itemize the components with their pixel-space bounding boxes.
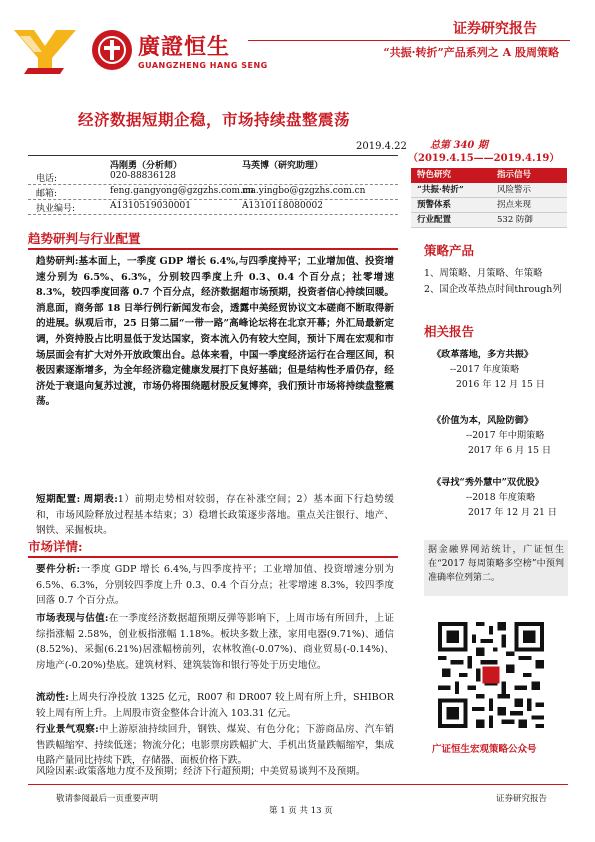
table-row: 预警体系 拐点来现 xyxy=(411,198,567,213)
author-row: 邮箱: feng.gangyong@gzgzhs.com.cn ma.yingbo@gzgzhs.com.cn xyxy=(36,186,366,199)
page-title: 经济数据短期企稳，市场持续盘整震荡 xyxy=(78,110,351,129)
market-paragraph-liquidity: 流动性:上周央行净投放 1325 亿元，R007 和 DR007 较上周有所上升，SHIBOR 较上周有所上升。上周股市资金整体合计流入 103.31 亿元。 xyxy=(36,692,394,719)
signal-table-header: 特色研究 指示信号 xyxy=(411,168,567,183)
accuracy-note: 据金融界网站统计，广证恒生在“2017 每周策略多空榜”中预判准确率位列第二。 xyxy=(424,540,568,596)
assistant-email-link[interactable]: ma.yingbo@gzgzhs.com.cn xyxy=(242,186,366,196)
section-divider xyxy=(28,556,398,558)
market-paragraph-industry: 行业景气观察:中上游原油持续回升，钢铁、煤炭、有色分化；下游商品房、汽车销售跌幅缩窄、持续低迷；物流分化；电影票房跌幅扩大、手机出货量跌幅缩窄，集成电路产量同比持续下跌，存储器、面板价格下跌。 xyxy=(36,724,395,767)
company-logo xyxy=(14,28,268,82)
report-series: “共振·转折”产品系列之 A 股周策略 xyxy=(383,46,559,59)
footer-disclaimer-link[interactable]: 敬请参阅最后一页重要声明 xyxy=(56,794,159,804)
title-divider xyxy=(28,155,398,156)
related-report-title: 《价值为本，风险防御》 xyxy=(432,415,534,426)
section-title-related: 相关报告 xyxy=(424,324,475,339)
page-number: 第 1 页 共 13 页 xyxy=(269,806,333,816)
qr-code-icon[interactable] xyxy=(438,622,544,728)
issue-number: 总第 340 期 xyxy=(430,140,488,151)
footer-divider xyxy=(28,784,568,785)
table-row: 行业配置 532 防御 xyxy=(411,213,567,228)
market-paragraph-fundamentals: 要件分析:一季度 GDP 增长 6.4%,与四季度持平；工业增加值、投资增速分别为 6.5%、6.3%，分别较四季度上升 0.3、0.4 个百分点；社零增速 8.3%，较四季度回落 0.7 个百分点。 xyxy=(36,564,394,607)
section-title-market: 市场详情: xyxy=(28,539,83,554)
section-divider xyxy=(28,248,398,250)
related-report[interactable]: 《寻找“秀外慧中”双优股》 --2018 年度策略 2017 年 12 月 21 日 xyxy=(432,477,557,518)
section-title-trend: 趋势研判与行业配置 xyxy=(28,231,141,246)
table-row: “共振·转折” 风险警示 xyxy=(411,183,567,198)
brand-name-en: GUANGZHENG HANG SENG xyxy=(138,61,268,70)
related-report[interactable]: 《价值为本，风险防御》 --2017 年中期策略 2017 年 6 月 15 日 xyxy=(432,415,552,456)
report-date: 2019.4.22 xyxy=(356,141,407,152)
author-row: 执业编号: A1310519030001 A1310118080002 xyxy=(36,201,323,214)
market-paragraph-performance: 市场表现与估值:在一季度经济数据超预期反弹等影响下，上周市场有所回升，上证综指涨幅 2.58%，创业板指涨幅 1.18%。板块多数上涨，家用电器(9.71%)、通信(8.52%)、采掘(6.21%)居涨幅榜前列，农林牧渔(-0.07%)、商业贸易(-0.14%)、房地产(-0.20%)垫底。建筑材料、建筑装饰和银行等处于历史地位。 xyxy=(36,613,394,671)
trend-paragraph: 趋势研判:基本面上，一季度 GDP 增长 6.4%,与四季度持平；工业增加值、投资增速分别为 6.5%、6.3%，分别较四季度上升 0.3、0.4 个百分点；社零增速 8.3%，较四季度回落 0.7 个百分点，经济数据超市场预期，投资者信心持续回暖。消息面，商务部 18 日举行例行新闻发布会，透露中美经贸协议文本磋商不断取得新的进展。纵观后市，25 日第二届“一带一路”高峰论坛将在北京开幕；外汇局最新定调，外资持股占比明显低于发达国家，资本流入仍有较大空间，预计下周在宏观和市场层面会有扩大对外开放政策出台。总体来看，中国一季度经济运行在合理区间，积极因素逐渐增多，为全年经济稳定健康发展打下良好基础；但是结构性矛盾仍存，经济处于衰退向复苏过渡，市场仍将围绕题材股反复博弈，我们预计市场将持续盘整震荡。 xyxy=(36,256,394,408)
list-item: 2、国企改革热点时间through列 xyxy=(424,284,562,295)
brand-name-cn: 廣證恒生 xyxy=(138,34,231,60)
author-row: 电话: 020-88836128 xyxy=(36,171,177,184)
product-list xyxy=(424,266,562,298)
assistant-name: 马英博（研究助理） xyxy=(242,161,324,171)
list-item: 1、周策略、月策略、年策略 xyxy=(424,268,543,279)
header-divider xyxy=(248,40,570,41)
report-type: 证券研究报告 xyxy=(453,21,537,37)
seal-icon xyxy=(92,30,132,70)
related-report-title: 《寻找“秀外慧中”双优股》 xyxy=(432,477,544,488)
wechat-account-label: 广证恒生宏观策略公众号 xyxy=(432,744,537,755)
author-names-row xyxy=(28,158,398,171)
issue-date-range: （2019.4.15——2019.4.19） xyxy=(408,153,560,164)
related-report-title: 《政革落地，多方共振》 xyxy=(432,349,534,360)
market-paragraph-risk: 风险因素:政策落地力度不及预期；经济下行超预期；中美贸易谈判不及预期。 xyxy=(36,766,366,777)
analyst-email-link[interactable]: feng.gangyong@gzgzhs.com.cn xyxy=(110,186,254,196)
section-title-products: 策略产品 xyxy=(424,243,475,258)
related-report[interactable]: 《政革落地，多方共振》 --2017 年度策略 2016 年 12 月 15 日 xyxy=(432,349,545,390)
author-table xyxy=(28,158,398,216)
config-paragraph: 短期配置: 周期表:1）前期走势相对较弱，存在补涨空间；2）基本面下行趋势缓和，市场风险释放过程基本结束；3）稳增长政策逐步落地。重点关注银行、地产、钢铁、采掘板块。 xyxy=(36,494,394,537)
footer-report-label: 证券研究报告 xyxy=(496,794,548,804)
signal-table xyxy=(411,168,567,228)
analyst-name: 冯刚勇（分析师） xyxy=(110,161,183,171)
brand-mark-icon xyxy=(14,28,76,74)
